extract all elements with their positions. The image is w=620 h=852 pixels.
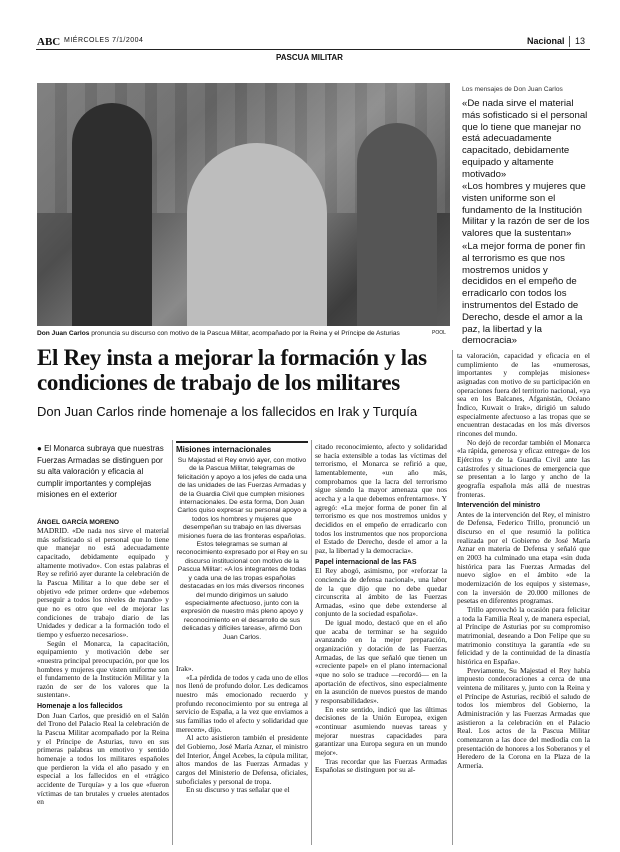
section-name: Nacional <box>527 36 565 46</box>
paragraph: MADRID. «De nada nos sirve el material más sofisticado si el personal que lo tiene que manejar no está adecuadamente capacitado, debidamente equipado y altamente motivado». Con estas palabras el Rey se refirió ayer durante la celebración de la Pascua Militar a lo que debe ser el objetivo «de primer orden» que «debemos perseguir a todos los niveles de mando» y que no es otro que «el de mejorar las condiciones de trabajo diario de las Unidades y dedicar a la formación todo el tiempo y esfuerzo necesarios». <box>37 526 169 639</box>
article-column-3 <box>315 443 447 775</box>
paragraph: Antes de la intervención del Rey, el ministro de Defensa, Federico Trillo, pronunció un discurso en el que resumió la política realizada por el Gobierno de José María Aznar en materia de Defensa y señaló que en 2003 ha culminado una etapa «sin duda histórica para las Fuerzas Armadas del nuevo siglo» en el ámbito «de la modernización de los equipos y sistemas», con la inversión de 20.000 millones de pesetas en diferentes programas. <box>457 509 590 606</box>
paragraph: En este sentido, indicó que las últimas decisiones de la Unión Europea, exigen «continuar asumiendo nuevas tareas y mejorar nuestras capacidades para garantizar una Europa segura en un mundo mejor». <box>315 704 447 757</box>
sidebar-label: Los mensajes de Don Juan Carlos <box>462 86 563 93</box>
page-number: 13 <box>575 36 586 46</box>
photo-credit: POOL <box>432 330 446 336</box>
paragraph: Tras recordar que las Fuerzas Armadas Españolas se distinguen por su al- <box>315 756 447 775</box>
summary-text: El Monarca subraya que nuestras Fuerzas Armadas se distinguen por su alta valoración y eficacia al cumplir importantes y complejas misiones en el exterior <box>37 444 164 499</box>
photo-figure-prince <box>72 103 152 326</box>
sidebar-quote: «Los hombres y mujeres que visten uniforme son el fundamento de la Institución Militar y la razón de ser de los valores que la sustentan» <box>462 181 590 240</box>
column-rule <box>311 440 312 845</box>
paragraph: Al acto asistieron también el presidente del Gobierno, José María Aznar, el ministro del Interior, Ángel Acebes, la cúpula militar, altos mandos de las Fuerzas Armadas y cargos del Ministerio de Defensa, oficiales, suboficiales y personal de tropa. <box>176 733 308 786</box>
paragraph: En su discurso y tras señalar que el <box>186 785 290 795</box>
info-box <box>176 441 308 642</box>
paragraph: Según el Monarca, la capacitación, equipamiento y motivación debe ser «nuestra principal preocupación, por que los hombres y mujeres que visten uniforme son el fundamento de la Institución Militar y la razón de ser de los valores que la sustentan». <box>37 638 169 700</box>
deck: Don Juan Carlos rinde homenaje a los fallecidos en Irak y Turquía <box>37 404 418 419</box>
column-rule <box>172 440 173 845</box>
paragraph: Irak». <box>176 664 194 673</box>
bullet-icon: ● <box>37 444 42 453</box>
header-rule <box>36 49 590 50</box>
paragraph: De igual modo, destacó que en el año que acaba de terminar se ha seguido avanzando en la mejor preparación, organización y dotación de las Fuerzas Armadas, de las que señaló que tienen un «creciente papel» en el plano internacional «que no solo se traduce —recordó— en la aportación de efectivos, sino especialmente en la asunción de nuevos puestos de mando y responsabilidades». <box>315 618 447 706</box>
byline: ÁNGEL GARCÍA MORENO <box>37 519 120 526</box>
box-body: Su Majestad el Rey envió ayer, con motivo de la Pascua Militar, telegramas de felicitación y apoyo a los jefes de cada una de las unidades de las Fuerzas Armadas y de la Guardia Civil que cumplen misiones internacionales. De esta forma, Don Juan Carlos quiso expresar su personal apoyo a todos los hombres y mujeres que desempeñan su trabajo en las diversas misiones fuera de las fronteras españolas. Estos telegramas se suman al reconocimiento expresado por el Rey en su discurso institucional con motivo de la Pascua Militar: «A los integrantes de todas y cada una de las tropas españolas destacadas en los más diversos rincones del mundo dirigimos un saludo especialmente afectuoso, junto con la expresión de nuestro más pleno apoyo y reconocimiento en el desarrollo de sus delicadas y difíciles tareas», afirmó Don Juan Carlos. <box>176 457 308 641</box>
sidebar-quote: «La mejor forma de poner fin al terrorismo es que nos mostremos unidos y decididos en el empeño de erradicarlo con todos los instrumentos del Estado de Derecho, desde el amor a la paz, la libertad y la democracia» <box>462 241 586 347</box>
article-column-4 <box>457 352 590 771</box>
paragraph: ta valoración, capacidad y eficacia en el cumplimiento de las «numerosas, importantes y complejas misiones» asignadas con motivo de su participación en operaciones fuera del territorio nacional, «ya sea en los Balcanes, Afganistán, Océano Índico, Kuwait o Irak», dirigió un saludo especialmente afectuoso a las tropas que se encuentran destacadas en los más diversos rincones del mundo. <box>457 351 590 438</box>
headline: El Rey insta a mejorar la formación y las condiciones de trabajo de los militares <box>37 345 427 395</box>
paragraph: Don Juan Carlos, que presidió en el Salón del Trono del Palacio Real la celebración de la Pascua Militar acompañado por la Reina y el Príncipe de Asturias, tuvo en sus primeras palabras un emotivo y sentido homenaje a todos los militares españoles que perdieron la vida el año pasado y en especial a los fallecidos en el «trágico accidente de Turquía» y a los que «fueron víctimas de tan brutales y crueles atentados en <box>37 710 169 807</box>
header-separator <box>569 36 570 47</box>
caption-text: pronuncia su discurso con motivo de la Pascua Militar, acompañado por la Reina y el Príncipe de Asturias <box>89 330 400 337</box>
subhead: Homenaje a los fallecidos <box>37 703 123 711</box>
news-photo <box>37 83 450 326</box>
box-title: Misiones internacionales <box>176 445 272 454</box>
article-column-2 <box>176 665 308 795</box>
summary <box>37 443 169 501</box>
photo-figure-queen <box>357 123 437 326</box>
paragraph: Trillo aprovechó la ocasión para felicitar a toda la Familia Real y, de manera especial, al Príncipe de Asturias por su compromiso matrimonial, deseando a Don Felipe que su matrimonio constituya la garantía «de su felicidad y de la continuidad de la dinastía histórica en España». <box>457 605 590 666</box>
paragraph: El Rey abogó, asimismo, por «reforzar la conciencia de defensa nacional», una labor de la que dijo que no debe quedar circunscrita al ámbito de las Fuerzas Armadas, «sino que debe extenderse al conjunto de la sociedad española». <box>315 566 447 619</box>
subhead: Intervención del ministro <box>457 502 541 510</box>
kicker: PASCUA MILITAR <box>276 53 343 62</box>
column-rule <box>452 350 453 845</box>
issue-date: MIÉRCOLES 7/1/2004 <box>64 37 144 44</box>
photo-caption <box>37 329 427 338</box>
article-column-1 <box>37 527 169 807</box>
photo-figure-king <box>187 143 327 326</box>
subhead: Papel internacional de las FAS <box>315 558 417 566</box>
sidebar-quote: «De nada sirve el material más sofisticado si el personal que lo tiene que manejar no está adecuadamente capacitado, debidamente equipado y altamente motivado» <box>462 98 588 180</box>
paragraph: Previamente, Su Majestad el Rey había impuesto condecoraciones a cerca de una veintena de militares y, junto con la Reina y el Príncipe de Asturias, recibió el saludo de todos los miembros del Gobierno, la Administración y las Fuerzas Armadas que asistieron a la celebración en el Palacio Real. Los actos de la Pascua Militar comenzaron a las doce del mediodía con la presentación de honores a los Soberanos y el Heredero de la Corona en la Plaza de la Armería. <box>457 665 590 770</box>
paragraph: citado reconocimiento, afecto y solidaridad se hacía extensible a todas las víctimas del terrorismo, el Monarca se refirió a que, lamentablemente, «un año más, comprobamos que la lacra del terrorismo sigue siendo la mayor amenaza que nos acecha y a la que debemos enfrentarnos». Y agregó: «La mejor forma de poner fin al terrorismo es que nos mostremos unidos y decididos en el empeño de erradicarlo con todos los instrumentos que nos proporciona el Estado de Derecho, desde el amor a la paz, la libertad y la democracia». <box>315 442 447 555</box>
paragraph: «La pérdida de todos y cada uno de ellos nos llenó de profundo dolor. Les dedicamos nuestro más emocionado recuerdo y profundo reconocimiento por su entrega al servicio de España, a la vez que enviamos a sus familias todo el afecto y solidaridad que merecen», dijo. <box>176 672 308 734</box>
paragraph: No dejó de recordar también el Monarca «la rápida, generosa y eficaz entrega» de los Ejércitos y de la Guardia Civil ante las catástrofes y situaciones de emergencia que se presentan a lo largo y ancho de la geografía española más allá de nuestras fronteras. <box>457 437 590 499</box>
newspaper-logo: ABC <box>37 36 61 48</box>
caption-name: Don Juan Carlos <box>37 330 90 337</box>
